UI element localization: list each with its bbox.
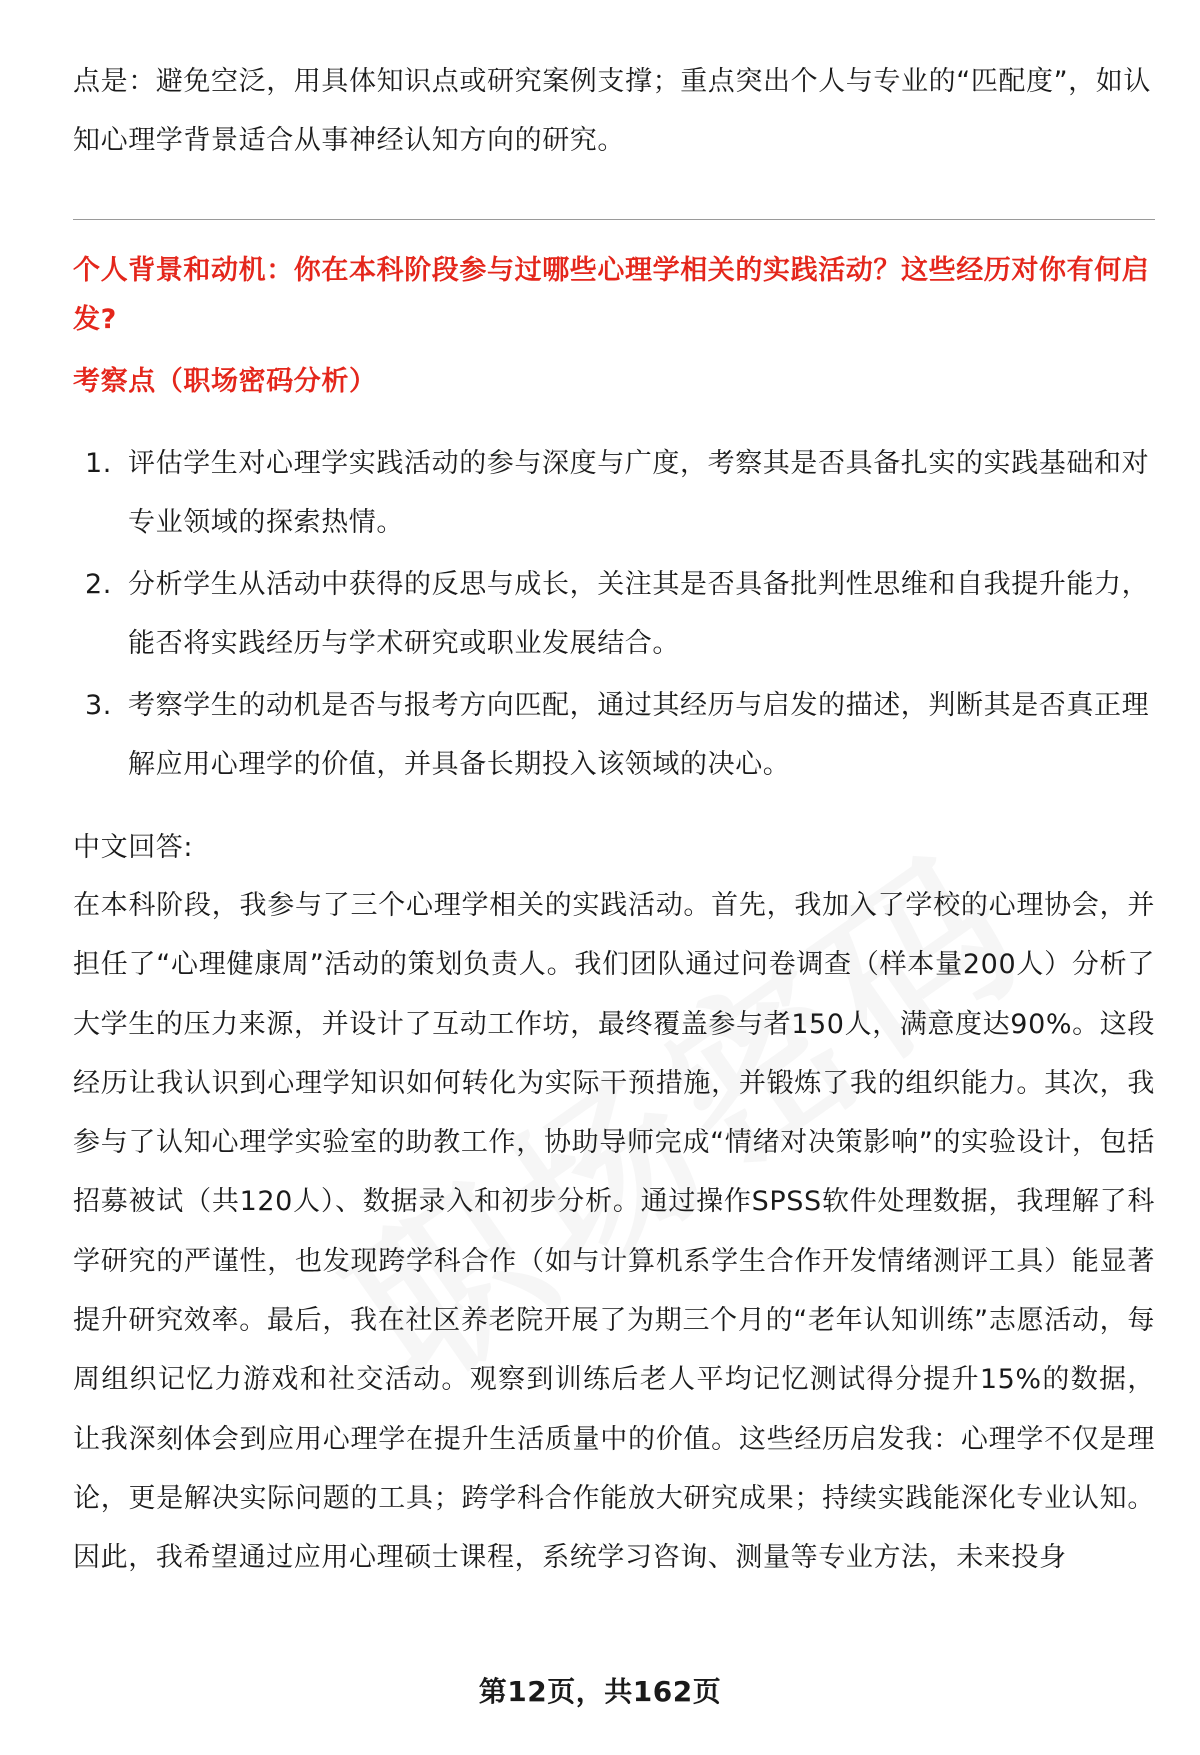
list-item [73,434,1155,552]
list-item-text: 分析学生从活动中获得的反思与成长，关注其是否具备批判性思维和自我提升能力，能否将实践经历与学术研究或职业发展结合。 [128,569,1150,659]
list-item-text: 评估学生对心理学实践活动的参与深度与广度，考察其是否具备扎实的实践基础和对专业领域的探索热情。 [128,448,1150,538]
section-divider [73,219,1155,220]
list-item [73,555,1155,673]
section-heading: 考察点（职场密码分析） [73,366,377,397]
answer-paragraph: 在本科阶段，我参与了三个心理学相关的实践活动。首先，我加入了学校的心理协会，并担任了“心理健康周”活动的策划负责人。我们团队通过问卷调查（样本量200人）分析了大学生的压力来源，并设计了互动工作坊，最终覆盖参与者150人，满意度达90%。这段经历让我认识到心理学知识如何转化为实际干预措施，并锻炼了我的组织能力。其次，我参与了认知心理学实验室的助教工作，协助导师完成“情绪对决策影响”的实验设计，包括招募被试（共120人）、数据录入和初步分析。通过操作SPSS软件处理数据，我理解了科学研究的严谨性，也发现跨学科合作（如与计算机系学生合作开发情绪测评工具）能显著提升研究效率。最后，我在社区养老院开展了为期三个月的“老年认知训练”志愿活动，每周组织记忆力游戏和社交活动。观察到训练后老人平均记忆测试得分提升15%的数据，让我深刻体会到应用心理学在提升生活质量中的价值。这些经历启发我：心理学不仅是理论，更是解决实际问题的工具；跨学科合作能放大研究成果；持续实践能深化专业认知。因此，我希望通过应用心理硕士课程，系统学习咨询、测量等专业方法，未来投身 [73,890,1155,1574]
list-item [73,676,1155,794]
list-item-number: 2. [85,569,112,600]
question-heading: 个人背景和动机：你在本科阶段参与过哪些心理学相关的实践活动？这些经历对你有何启发? [73,255,1150,335]
list-item-text: 考察学生的动机是否与报考方向匹配，通过其经历与启发的描述，判断其是否真正理解应用心理学的价值，并具备长期投入该领域的决心。 [128,690,1150,780]
list-item-number: 3. [85,690,112,721]
page-number: 第12页，共162页 [478,1675,722,1708]
answer-label: 中文回答: [73,832,194,863]
list-item-number: 1. [85,448,112,479]
points-list [73,434,1155,797]
intro-paragraph: 点是：避免空泛，用具体知识点或研究案例支撑；重点突出个人与专业的“匹配度”，如认知心理学背景适合从事神经认知方向的研究。 [73,66,1151,156]
